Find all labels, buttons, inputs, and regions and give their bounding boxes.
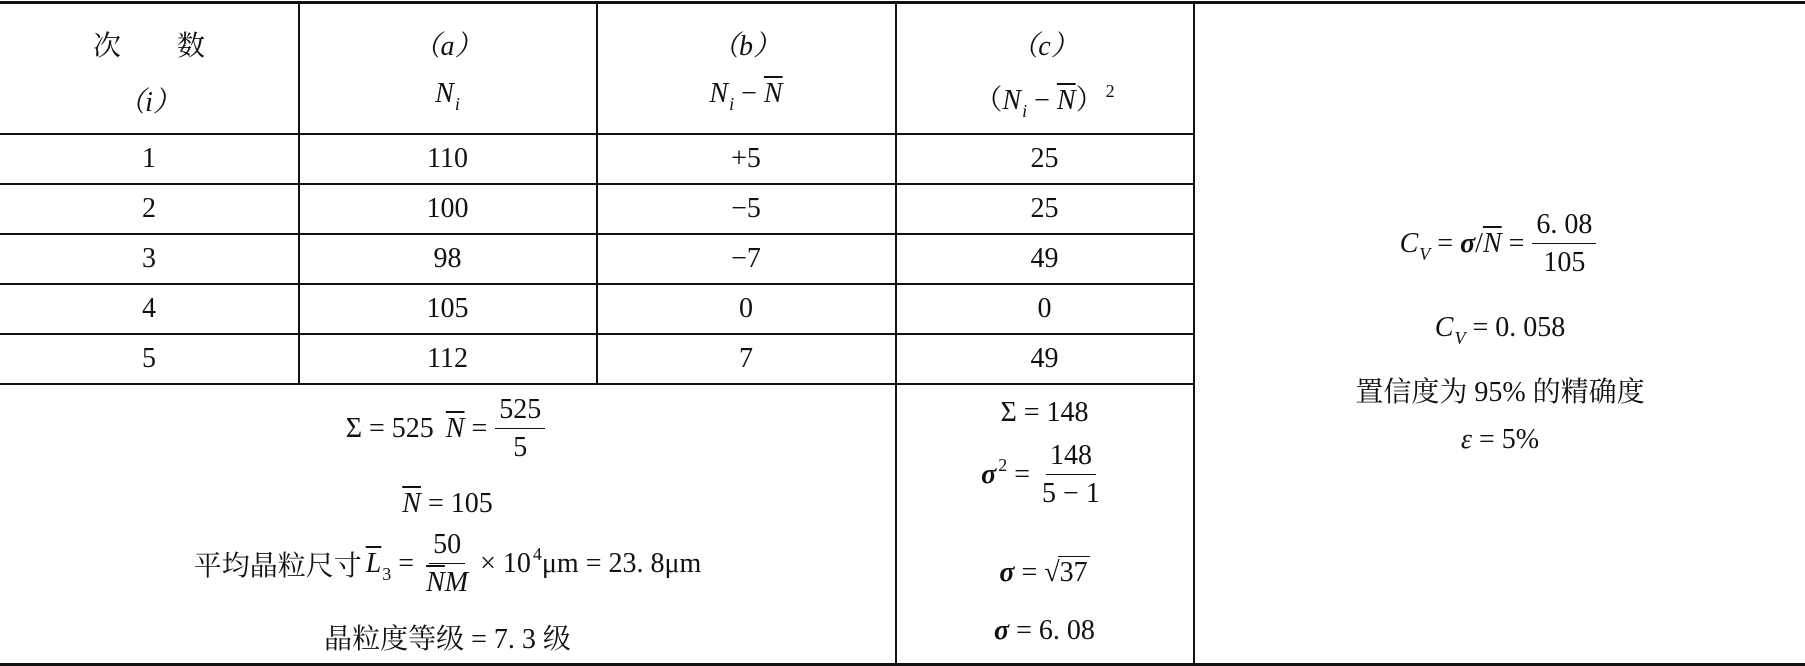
row2-diff: −5 [731,193,761,224]
nbar-result: = 105 [420,488,493,519]
sum-n-line [0,395,895,463]
avg-grain-label: 平均晶粒尺寸 [193,550,362,582]
header-diff-sub: i [729,94,735,114]
grade-line: 晶粒度等级 = 7. 3 级 [324,624,571,655]
cv-num: 6. 08 [1532,210,1596,244]
cv-c: C [1399,227,1419,259]
variance-sup: 2 [998,454,1008,475]
cv-sigma: σ [1460,227,1476,259]
header-diff [597,78,895,114]
row3-sq: 49 [1030,243,1059,274]
cv-slash: / [1475,227,1483,259]
header-count-label: 次 数 [92,31,205,62]
l-frac-num: 50 [429,530,465,564]
variance-fraction [1038,441,1104,509]
nbar-frac-num: 525 [495,395,545,429]
header-sq-sub: i [1022,101,1028,121]
header-sq-n: N [1002,85,1022,116]
sum-n: Σ = 525 [345,412,434,444]
l-den-m: M [444,567,469,599]
header-diff-n: N [709,78,729,109]
epsilon-value: = 5% [1471,424,1540,455]
row1-n: 110 [427,143,468,174]
sigma-result-line [896,615,1193,647]
cv-nbar: $\overline{N}$ [1482,227,1502,259]
l-fraction [422,530,472,598]
l-sub: 3 [382,563,392,584]
cv-eq2: = [1501,227,1525,259]
nbar-result-line [0,488,895,520]
row5-i: 5 [142,343,156,374]
l-den-n: $\overline{N}$ [426,567,445,599]
sigma-result-symbol: σ [994,615,1010,646]
variance-num: 148 [1046,441,1096,475]
cv2-sub: V [1454,328,1466,348]
row2-sq: 25 [1030,193,1059,224]
header-sq [896,78,1193,121]
cv-eq: = [1430,227,1461,259]
header-c-label: （c） [1010,31,1079,62]
header-b-label: （b） [710,31,781,62]
l-symbol: $\overline{L}$ [365,547,382,579]
row4-i: 4 [142,293,156,324]
l-eq: = [391,547,415,579]
confidence-line: 置信度为 95% 的精确度 [1355,377,1645,408]
sqrt-value: 37 [1059,557,1088,588]
row2-n: 100 [426,193,469,224]
header-cell-b [597,4,895,133]
row4-diff: 0 [739,293,753,324]
cv-sub: V [1419,243,1431,264]
sigma-sqrt-line [896,557,1193,589]
cv-den: 105 [1543,247,1586,279]
row5-diff: 7 [739,343,753,374]
header-cell-a [299,4,596,133]
l-exp: 4 [532,543,542,564]
nbar-result-symbol: $\overline{N}$ [402,488,421,519]
variance-line [896,441,1193,509]
avg-grain-line [0,530,895,598]
epsilon-symbol: ε [1460,424,1472,455]
header-a-label: （a） [412,31,483,62]
cv2-value: = 0. 058 [1465,312,1566,343]
row1-i: 1 [142,143,156,174]
header-sq-close: ） [1075,85,1104,116]
cv-fraction [1532,210,1596,278]
l-times: × 10 [480,547,531,579]
summary-c [896,385,1193,663]
row3-diff: −7 [731,243,761,274]
row3-n: 98 [433,243,462,274]
header-ni-n: N [435,78,454,109]
sigma-symbol: σ [999,557,1015,588]
summary-left [0,385,895,663]
header-diff-nbar: $\overline{N}$ [763,78,783,109]
row3-i: 3 [142,243,156,274]
variance-sigma: σ [981,458,997,490]
nbar-frac-den: 5 [513,432,528,464]
header-ni [299,78,596,114]
header-cell-c [896,4,1193,133]
header-index-label: （i） [117,87,181,118]
nbar-eq: = [464,412,488,444]
l-result: μm = 23. 8μm [541,547,702,579]
header-ni-sub: i [454,94,460,114]
header-sq-minus: − [1027,85,1057,116]
sigma-eq: = [1014,557,1045,588]
cv-formula-line [1195,210,1805,278]
row2-i: 2 [142,193,156,224]
variance-den: 5 − 1 [1042,478,1100,510]
nbar-fraction [495,395,545,463]
right-column [1195,4,1805,663]
sqrt-icon: √ [1044,557,1060,588]
row4-n: 105 [426,293,469,324]
header-cell-count [0,4,298,133]
sigma-result: = 6. 08 [1009,615,1095,646]
cv2-c: C [1434,312,1454,343]
header-sq-sup: 2 [1105,81,1115,101]
row1-diff: +5 [731,143,761,174]
row5-sq: 49 [1030,343,1059,374]
header-diff-minus: − [734,78,764,109]
row5-n: 112 [427,343,468,374]
cv-value-line [1195,312,1805,348]
header-sq-nbar: $\overline{N}$ [1056,85,1076,116]
variance-eq: = [1007,458,1031,490]
sum-sq: Σ = 148 [1000,397,1089,428]
epsilon-line [1195,424,1805,456]
nbar-symbol: $\overline{N}$ [445,412,465,444]
row1-sq: 25 [1030,143,1059,174]
header-sq-open: （ [974,85,1003,116]
row4-sq: 0 [1037,293,1052,324]
